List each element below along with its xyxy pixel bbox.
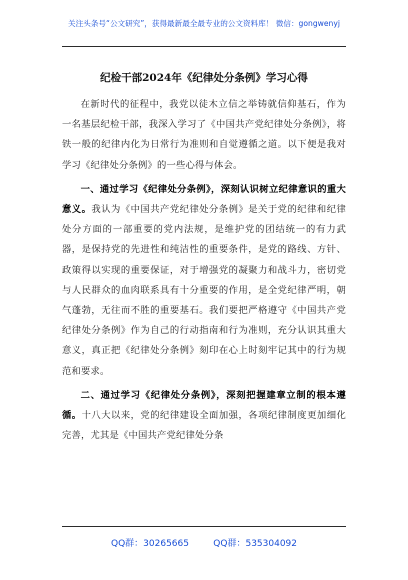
section-1-paragraph (62, 180, 346, 382)
section-2-heading: 二、通过学习《纪律处分条例》，深刻把握建章立制的根本遵循。 (62, 389, 346, 422)
section-2-text: 十八大以来，党的纪律建设全面加强，各项纪律制度更加细化完善，尤其是《中国共产党纪律处分条 (62, 410, 346, 442)
section-1-heading: 一、通过学习《纪律处分条例》，深刻认识树立纪律意识的重大意义。 (62, 183, 346, 216)
intro-text: 在新时代的征程中，我党以徒木立信之举铸就信仰基石，作为一名基层纪检干部，我深入学习了《中国共产党纪律处分条例》，将铁一般的纪律内化为日常行为准则和自觉遵循之道。以下便是我对学习《纪律处分条例》的一些心得与体会。 (62, 99, 346, 171)
intro-paragraph (62, 95, 346, 176)
footer-contacts (0, 536, 408, 549)
document-body (62, 95, 346, 450)
section-1-text: 我认为《中国共产党纪律处分条例》是关于党的纪律和纪律处分方面的一部重要的党内法规，是维护党的团结统一的有力武器，是保持党的先进性和纯洁性的重要条件，是党的路线、方针、政策得以实现的重要保证，对于增强党的凝聚力和战斗力，密切党与人民群众的血肉联系具有十分重要的作用，是全党纪律严明，朝气蓬勃，无往而不胜的重要基石。我们要把严格遵守《中国共产党纪律处分条例》作为自己的行动指南和行为准则，充分认识其重大意义，真正把《纪律处分条例》刻印在心上时刻牢记其中的行为规范和要求。 (62, 204, 347, 377)
document-title: 纪检干部2024年《纪律处分条例》学习心得 (100, 72, 308, 84)
section-2-paragraph (62, 386, 346, 447)
footer-qq-group-2: QQ群：535304092 (213, 539, 297, 549)
header-divider (62, 46, 346, 47)
footer-divider (62, 526, 346, 527)
footer-qq-group-1: QQ群：30265665 (111, 539, 189, 549)
header-promo-text: 关注头条号“公文研究”，获得最新最全最专业的公文资料库！ 微信：gongwenyj (68, 19, 340, 28)
